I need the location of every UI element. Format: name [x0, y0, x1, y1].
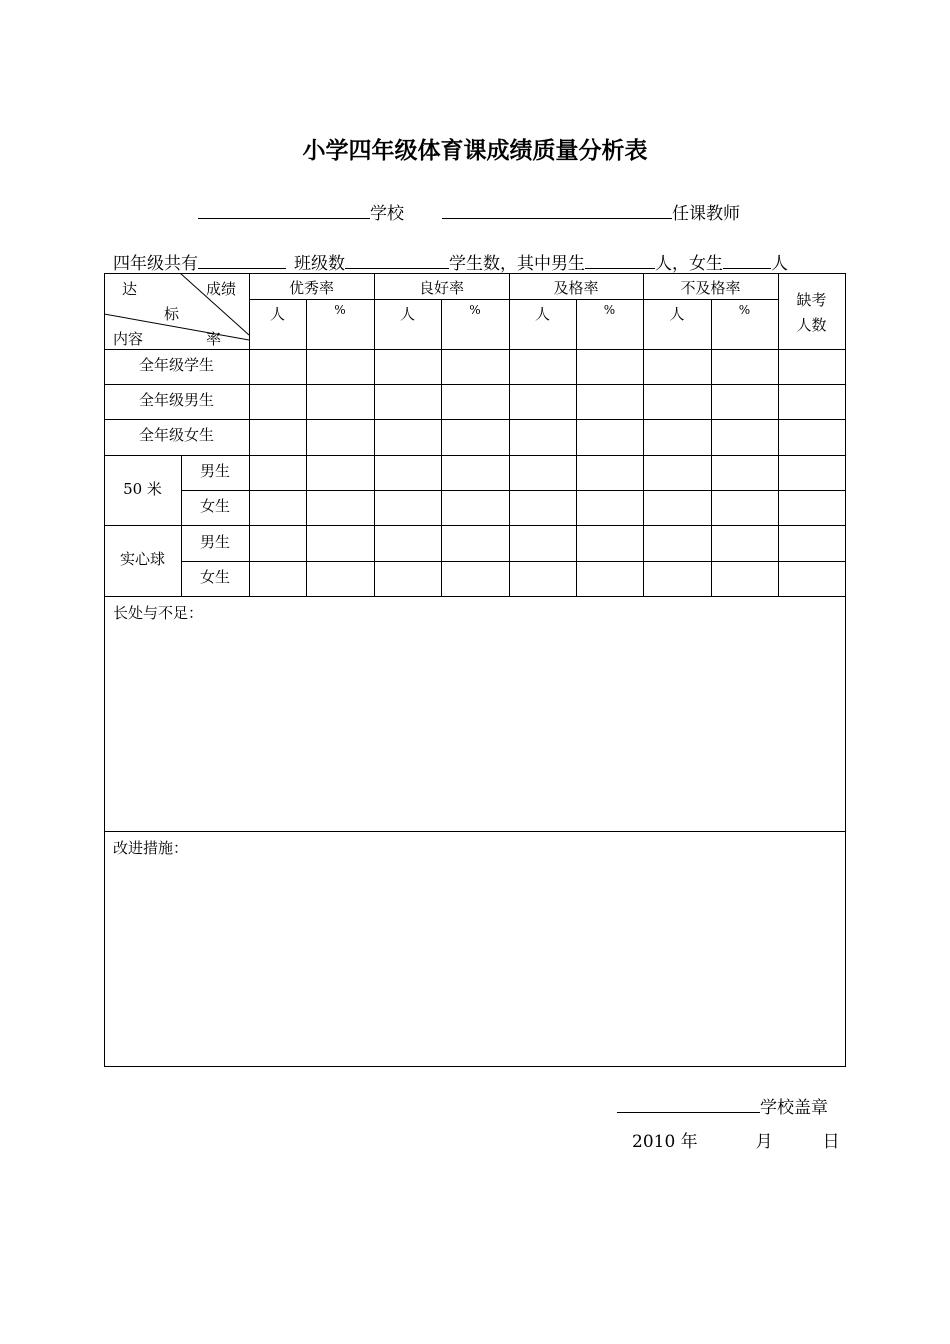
- date-year: 2010 年: [632, 1132, 698, 1152]
- date-line: [632, 1127, 840, 1152]
- row-label-ball-boys: 男生: [199, 533, 230, 551]
- analysis-table: [104, 273, 846, 1067]
- class-count-label: 班级数: [294, 254, 345, 274]
- row-label-all-boys: 全年级男生: [138, 391, 214, 409]
- date-month: 月: [755, 1132, 773, 1152]
- strengths-label: 长处与不足：: [113, 604, 204, 622]
- female-count-blank[interactable]: [723, 252, 771, 269]
- corner-da: 达: [122, 280, 138, 298]
- teacher-label: 任课教师: [672, 204, 740, 224]
- corner-content: 内容: [113, 330, 144, 348]
- header-absent-line1: 缺考: [796, 291, 827, 309]
- group-label-medicine-ball: 实心球: [119, 550, 165, 568]
- stamp-label: 学校盖章: [760, 1098, 828, 1118]
- row-label-all-students: 全年级学生: [138, 356, 214, 374]
- subheader-count: 人: [669, 305, 685, 323]
- male-count-blank[interactable]: [585, 252, 655, 269]
- student-count-label: 学生数，其中男生: [449, 254, 585, 274]
- class-count-blank[interactable]: [345, 252, 449, 269]
- subheader-count: 人: [269, 305, 285, 323]
- header-excellent: 优秀率: [288, 279, 334, 297]
- subheader-percent: %: [469, 303, 481, 317]
- school-label: 学校: [370, 204, 404, 224]
- grade-info-line: [113, 249, 788, 274]
- school-blank[interactable]: [198, 202, 370, 219]
- subheader-count: 人: [534, 305, 550, 323]
- stamp-blank[interactable]: [617, 1096, 760, 1113]
- header-fail: 不及格率: [680, 279, 741, 297]
- female-label: 人，女生: [655, 254, 723, 274]
- teacher-blank[interactable]: [442, 202, 672, 219]
- row-label-50m-boys: 男生: [199, 462, 230, 480]
- corner-rate: 率: [206, 330, 222, 348]
- subheader-percent: %: [334, 303, 346, 317]
- row-label-50m-girls: 女生: [199, 497, 230, 515]
- improvements-field[interactable]: [105, 858, 845, 1065]
- date-day: 日: [822, 1132, 840, 1152]
- grade-prefix: 四年级共有: [113, 254, 198, 274]
- row-label-ball-girls: 女生: [199, 568, 230, 586]
- document-title: 小学四年级体育课成绩质量分析表: [302, 138, 648, 164]
- corner-biao: 标: [164, 305, 180, 323]
- group-label-50m: 50 米: [123, 480, 162, 498]
- header-absent-line2: 人数: [796, 316, 827, 334]
- header-good: 良好率: [418, 279, 464, 297]
- row-label-all-girls: 全年级女生: [138, 426, 214, 444]
- school-stamp-line: [617, 1093, 828, 1118]
- subheader-count: 人: [399, 305, 415, 323]
- subheader-percent: %: [738, 303, 751, 317]
- school-teacher-line: [198, 199, 740, 224]
- improvements-label: 改进措施：: [113, 839, 189, 857]
- strengths-field[interactable]: [105, 623, 845, 830]
- class-total-blank[interactable]: [198, 252, 286, 269]
- person-label: 人: [771, 254, 788, 274]
- subheader-percent: %: [603, 303, 616, 317]
- header-pass: 及格率: [553, 279, 599, 297]
- corner-score: 成绩: [206, 280, 237, 298]
